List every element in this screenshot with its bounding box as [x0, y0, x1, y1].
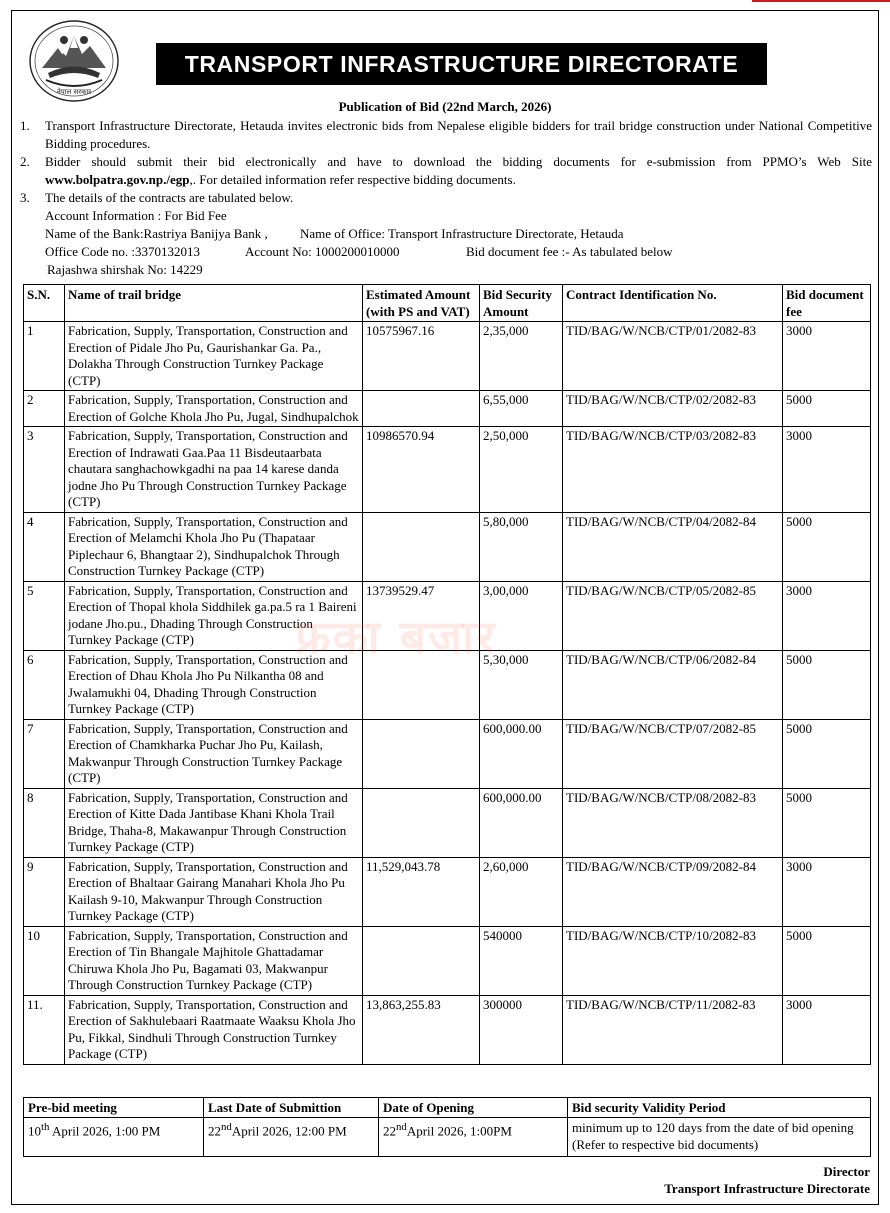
header-validity: Bid security Validity Period	[568, 1098, 871, 1118]
header-fee: Bid document fee	[783, 285, 871, 322]
code-account-row	[20, 243, 872, 261]
table-row: 6 Fabrication, Supply, Transportation, Construction and Erection of Dhau Khola Jho Pu Nilkantha 08 and Jwalamukhi 04, Dhading Through Construction Turnkey Package (CTP) 5,30,000 TID/BAG/W/NCB/CTP/06/2082-84 5000	[24, 650, 871, 719]
table-row: 4 Fabrication, Supply, Transportation, Construction and Erection of Melamchi Khola Jho Pu (Thapataar Piplechaur 6, Bhangtaar 2), Sindhupalchok Through Construction Turnkey Package (CTP) 5,80,000 TID/BAG/W/NCB/CTP/04/2082-84 5000	[24, 512, 871, 581]
schedule-table	[23, 1097, 871, 1157]
paragraph-1: 1. Transport Infrastructure Directorate, Hetauda invites electronic bids from Nepalese eligible bidders for trail bridge construction under National Competitive Bidding procedures.	[20, 118, 872, 151]
rajashwa-shirshak: Rajashwa shirshak No: 14229	[47, 262, 203, 277]
header-opening: Date of Opening	[379, 1098, 568, 1118]
header-prebid: Pre-bid meeting	[24, 1098, 204, 1118]
title-banner	[156, 43, 767, 85]
account-number: Account No: 1000200010000	[245, 244, 400, 259]
bank-office-row	[20, 225, 872, 243]
header-security: Bid Security Amount	[480, 285, 563, 322]
signatory-title: Director	[823, 1164, 870, 1179]
table-row: 2 Fabrication, Supply, Transportation, Construction and Erection of Golche Khola Jho Pu, Jugal, Sindhupalchok 6,55,000 TID/BAG/W/NCB/CTP/02/2082-83 5000	[24, 391, 871, 427]
notice-body	[20, 117, 872, 279]
prebid-date: 10th April 2026, 1:00 PM	[24, 1118, 204, 1157]
table-row: 10 Fabrication, Supply, Transportation, Construction and Erection of Tin Bhangale Majhitole Ghattadamar Chiruwa Khola Jho Pu, Bagamati 03, Makwanpur Through Construction Turnkey Package (CTP) 540000 TID/BAG/W/NCB/CTP/10/2082-83 5000	[24, 926, 871, 995]
validity-period: minimum up to 120 days from the date of bid opening (Refer to respective bid documents)	[568, 1118, 871, 1157]
signature-block	[664, 1163, 870, 1197]
table-row: 3 Fabrication, Supply, Transportation, Construction and Erection of Indrawati Gaa.Paa 11 Bisdeutaarbata chautara sanghachowkgadhi na paa 14 karese danda jodne Jho Pu Through Construction Turnkey Package (CTP) 10986570.94 2,50,000 TID/BAG/W/NCB/CTP/03/2082-83 3000	[24, 427, 871, 513]
watermark: फ्रका बजार	[295, 610, 497, 664]
bolpatra-link[interactable]: www.bolpatra.gov.np./egp	[45, 172, 190, 187]
page-title: TRANSPORT INFRASTRUCTURE DIRECTORATE	[184, 50, 739, 77]
office-name: Name of Office: Transport Infrastructure Directorate, Hetauda	[300, 226, 624, 241]
header-name: Name of trail bridge	[65, 285, 363, 322]
fee-note: Bid document fee :- As tabulated below	[466, 244, 673, 259]
schedule-row	[24, 1118, 871, 1157]
header-sn: S.N.	[24, 285, 65, 322]
publication-date: Publication of Bid (22nd March, 2026)	[338, 99, 552, 114]
header-contract-id: Contract Identification No.	[563, 285, 783, 322]
header-submission: Last Date of Submittion	[204, 1098, 379, 1118]
account-heading: Account Information : For Bid Fee	[45, 208, 227, 223]
table-row: 7 Fabrication, Supply, Transportation, Construction and Erection of Chamkharka Puchar Jho Pu, Kailash, Makwanpur Through Construction Turnkey Package (CTP) 600,000.00 TID/BAG/W/NCB/CTP/07/2082-85 5000	[24, 719, 871, 788]
submission-date: 22ndApril 2026, 12:00 PM	[204, 1118, 379, 1157]
office-code: Office Code no. :3370132013	[45, 244, 201, 259]
opening-date: 22ndApril 2026, 1:00PM	[379, 1118, 568, 1157]
table-header-row	[24, 285, 871, 322]
header-estimate: Estimated Amount (with PS and VAT)	[363, 285, 480, 322]
table-row: 11. Fabrication, Supply, Transportation, Construction and Erection of Sakhulebaari Raatmaate Waaksu Khola Jho Pu, Fikkal, Sindhuli Through Construction Turnkey Package (CTP) 13,863,255.83 300000 TID/BAG/W/NCB/CTP/11/2082-83 3000	[24, 995, 871, 1064]
bank-name: Name of the Bank:Rastriya Banijya Bank ,	[45, 226, 268, 241]
table-row: 1 Fabrication, Supply, Transportation, Construction and Erection of Pidale Jho Pu, Gaurishankar Ga. Pa., Dolakha Through Construction Turnkey Package (CTP) 10575967.16 2,35,000 TID/BAG/W/NCB/CTP/01/2082-83 3000	[24, 322, 871, 391]
table-row: 9 Fabrication, Supply, Transportation, Construction and Erection of Bhaltaar Gairang Manahari Khola Jho Pu Kailash 9-10, Makwanpur Through Construction Turnkey Package (CTP) 11,529,043.78 2,60,000 TID/BAG/W/NCB/CTP/09/2082-84 3000	[24, 857, 871, 926]
contracts-table	[23, 284, 871, 1065]
paragraph-3: 3. The details of the contracts are tabulated below.	[20, 190, 294, 205]
schedule-header-row	[24, 1098, 871, 1118]
signatory-office: Transport Infrastructure Directorate	[664, 1181, 870, 1196]
table-row: 8 Fabrication, Supply, Transportation, Construction and Erection of Kitte Dada Jantibase Khani Khola Trail Bridge, Thaha-8, Makawanpur Through Construction Turnkey Package (CTP) 600,000.00 TID/BAG/W/NCB/CTP/08/2082-83 5000	[24, 788, 871, 857]
top-accent-line	[752, 0, 890, 2]
svg-text:नेपाल सरकार: नेपाल सरकार	[56, 88, 92, 96]
nepal-emblem-icon	[28, 18, 120, 104]
paragraph-2: 2. Bidder should submit their bid electronically and have to download the bidding documents for e-submission from PPMO’s Web Site www.bolpatra.gov.np./egp,. For detailed information refer respective bidding documents.	[20, 154, 872, 187]
table-row: 5 Fabrication, Supply, Transportation, Construction and Erection of Thopal khola Siddhilek ga.pa.5 ra 1 Baireni jodane Jho.pu., Dhading Through Construction Turnkey Package (CTP) 13739529.47 3,00,000 TID/BAG/W/NCB/CTP/05/2082-85 3000	[24, 581, 871, 650]
